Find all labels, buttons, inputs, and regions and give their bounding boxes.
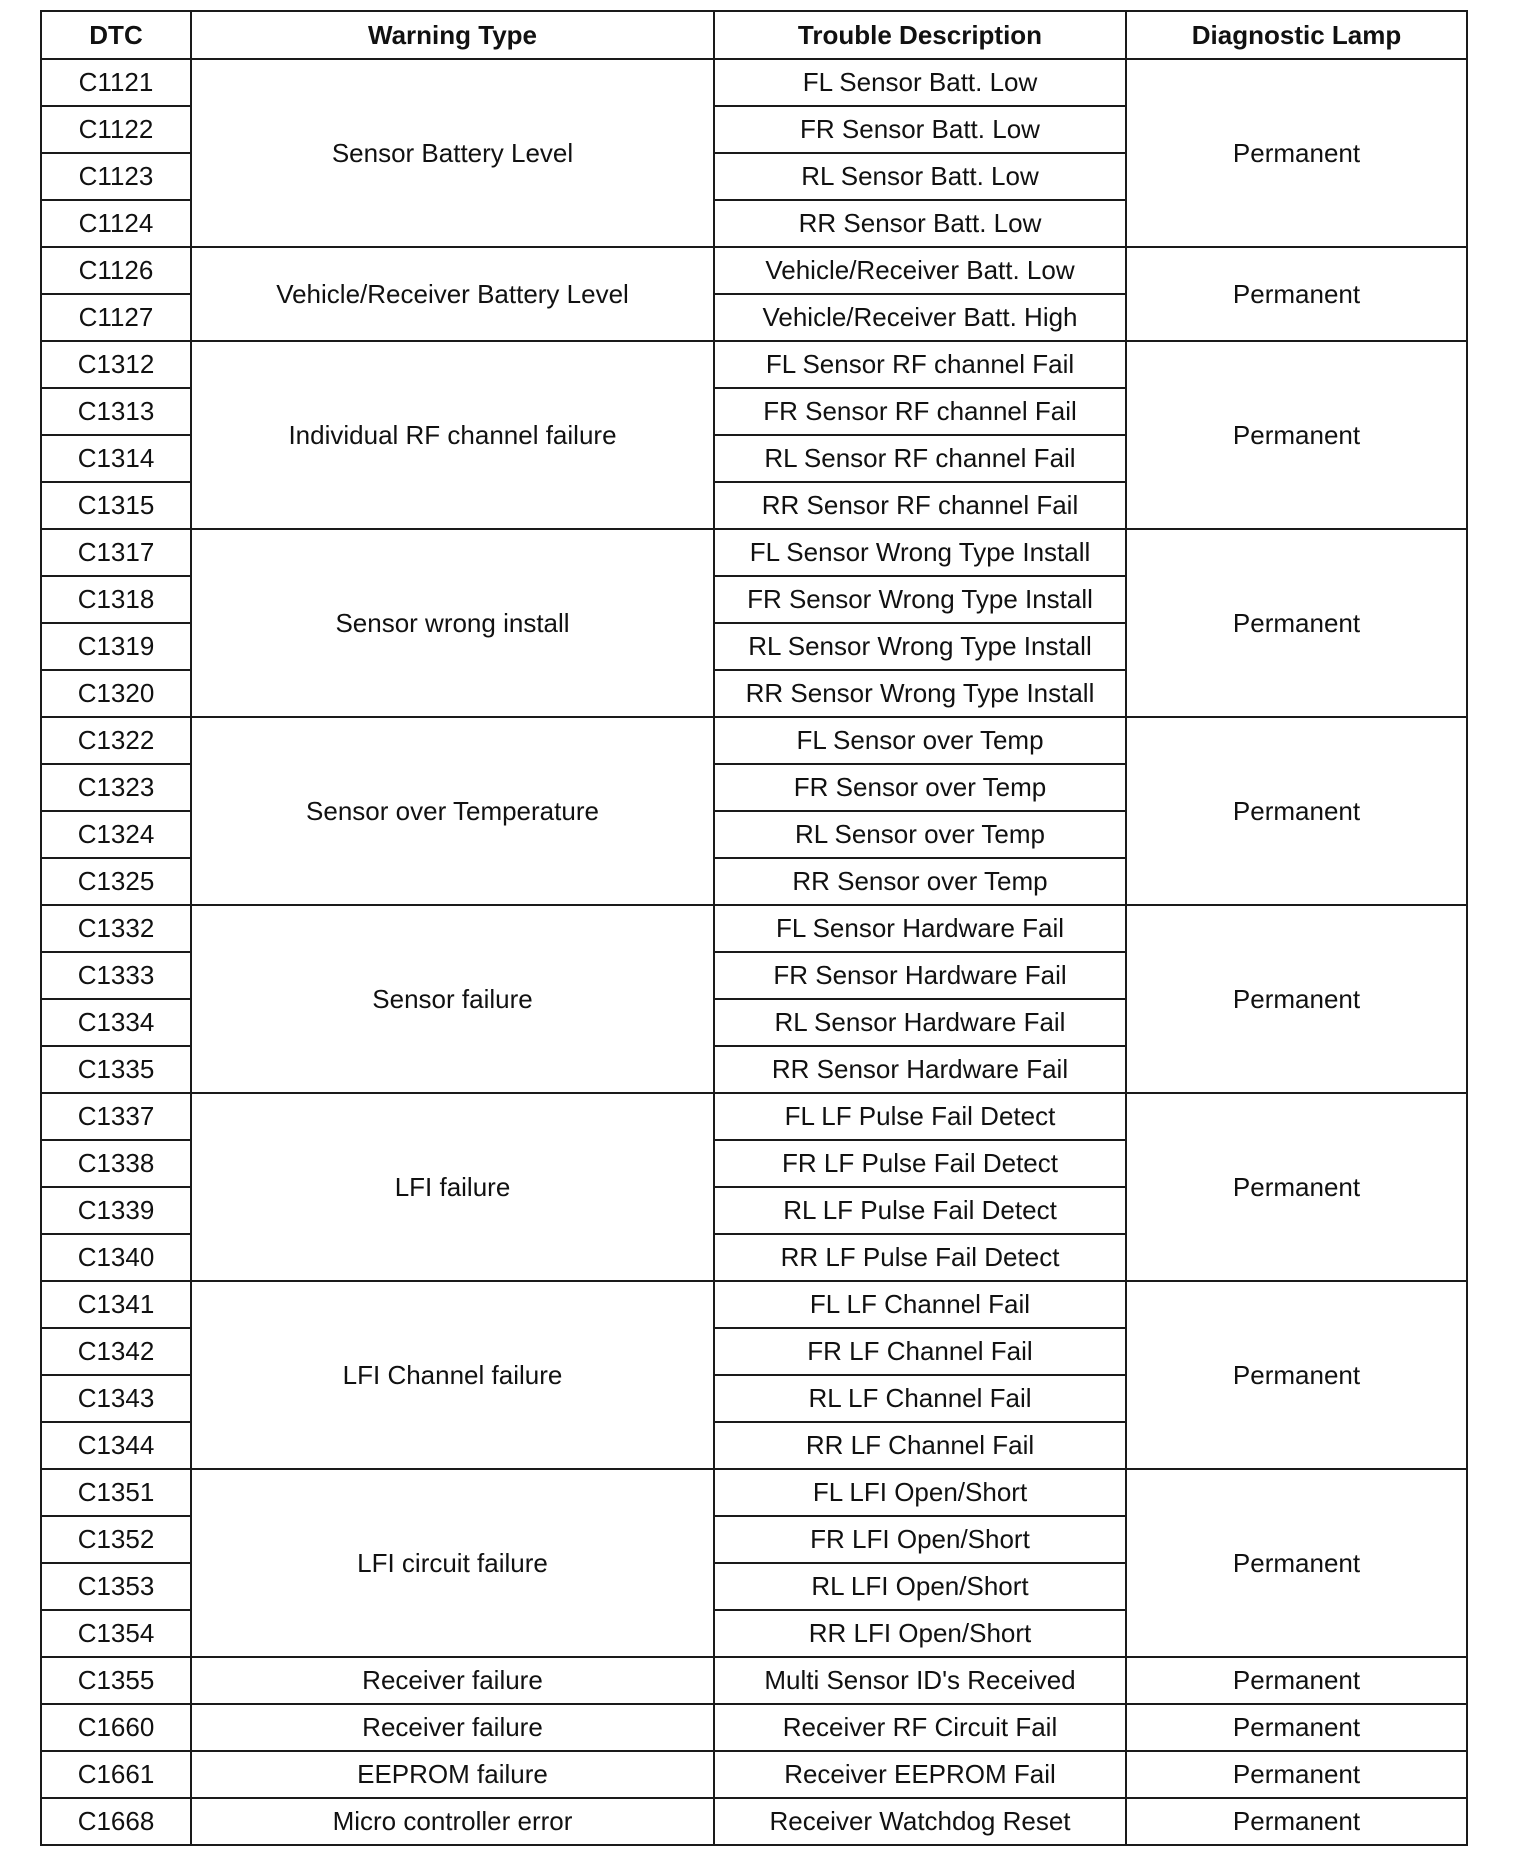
trouble-description-cell: FL LF Pulse Fail Detect bbox=[714, 1093, 1126, 1140]
diagnostic-lamp-cell: Permanent bbox=[1126, 529, 1467, 717]
trouble-description-cell: Vehicle/Receiver Batt. Low bbox=[714, 247, 1126, 294]
trouble-description-cell: RL Sensor RF channel Fail bbox=[714, 435, 1126, 482]
dtc-code: C1340 bbox=[41, 1234, 191, 1281]
dtc-code: C1354 bbox=[41, 1610, 191, 1657]
diagnostic-lamp-cell: Permanent bbox=[1126, 59, 1467, 247]
diagnostic-lamp-cell: Permanent bbox=[1126, 247, 1467, 341]
dtc-code: C1322 bbox=[41, 717, 191, 764]
dtc-table bbox=[40, 10, 1468, 1846]
dtc-code: C1661 bbox=[41, 1751, 191, 1798]
trouble-description-cell: FR LFI Open/Short bbox=[714, 1516, 1126, 1563]
trouble-description-cell: RR Sensor Wrong Type Install bbox=[714, 670, 1126, 717]
dtc-code: C1314 bbox=[41, 435, 191, 482]
dtc-code: C1123 bbox=[41, 153, 191, 200]
dtc-code: C1122 bbox=[41, 106, 191, 153]
diagnostic-lamp-cell: Permanent bbox=[1126, 1281, 1467, 1469]
dtc-code: C1342 bbox=[41, 1328, 191, 1375]
warning-type-cell: Receiver failure bbox=[191, 1657, 714, 1704]
dtc-code: C1353 bbox=[41, 1563, 191, 1610]
table-body bbox=[41, 59, 1467, 1845]
dtc-code: C1319 bbox=[41, 623, 191, 670]
trouble-description-cell: FL Sensor Batt. Low bbox=[714, 59, 1126, 106]
dtc-code: C1660 bbox=[41, 1704, 191, 1751]
trouble-description-cell: FR Sensor Wrong Type Install bbox=[714, 576, 1126, 623]
table-row bbox=[41, 1751, 1467, 1798]
dtc-code: C1335 bbox=[41, 1046, 191, 1093]
trouble-description-cell: Vehicle/Receiver Batt. High bbox=[714, 294, 1126, 341]
dtc-code: C1337 bbox=[41, 1093, 191, 1140]
trouble-description-cell: RR Sensor Hardware Fail bbox=[714, 1046, 1126, 1093]
trouble-description-cell: FR Sensor RF channel Fail bbox=[714, 388, 1126, 435]
table-row bbox=[41, 341, 1467, 388]
header-row bbox=[41, 11, 1467, 59]
trouble-description-cell: RL LF Pulse Fail Detect bbox=[714, 1187, 1126, 1234]
trouble-description-cell: FR Sensor Batt. Low bbox=[714, 106, 1126, 153]
warning-type-cell: Sensor Battery Level bbox=[191, 59, 714, 247]
dtc-code: C1351 bbox=[41, 1469, 191, 1516]
header-diagnostic-lamp: Diagnostic Lamp bbox=[1126, 11, 1467, 59]
dtc-code: C1339 bbox=[41, 1187, 191, 1234]
trouble-description-cell: FR LF Pulse Fail Detect bbox=[714, 1140, 1126, 1187]
diagnostic-lamp-cell: Permanent bbox=[1126, 905, 1467, 1093]
warning-type-cell: Vehicle/Receiver Battery Level bbox=[191, 247, 714, 341]
dtc-code: C1127 bbox=[41, 294, 191, 341]
trouble-description-cell: RR Sensor Batt. Low bbox=[714, 200, 1126, 247]
table-row bbox=[41, 1798, 1467, 1845]
dtc-code: C1315 bbox=[41, 482, 191, 529]
dtc-code: C1355 bbox=[41, 1657, 191, 1704]
table-header bbox=[41, 11, 1467, 59]
trouble-description-cell: RL Sensor Wrong Type Install bbox=[714, 623, 1126, 670]
warning-type-cell: Receiver failure bbox=[191, 1704, 714, 1751]
header-trouble-description: Trouble Description bbox=[714, 11, 1126, 59]
trouble-description-cell: FL Sensor over Temp bbox=[714, 717, 1126, 764]
dtc-code: C1317 bbox=[41, 529, 191, 576]
table-row bbox=[41, 1657, 1467, 1704]
diagnostic-lamp-cell: Permanent bbox=[1126, 1704, 1467, 1751]
diagnostic-lamp-cell: Permanent bbox=[1126, 1093, 1467, 1281]
dtc-code: C1318 bbox=[41, 576, 191, 623]
header-warning-type: Warning Type bbox=[191, 11, 714, 59]
trouble-description-cell: RR Sensor over Temp bbox=[714, 858, 1126, 905]
dtc-code: C1124 bbox=[41, 200, 191, 247]
trouble-description-cell: RL Sensor Batt. Low bbox=[714, 153, 1126, 200]
trouble-description-cell: Receiver EEPROM Fail bbox=[714, 1751, 1126, 1798]
trouble-description-cell: RR Sensor RF channel Fail bbox=[714, 482, 1126, 529]
dtc-code: C1323 bbox=[41, 764, 191, 811]
trouble-description-cell: RL LF Channel Fail bbox=[714, 1375, 1126, 1422]
warning-type-cell: LFI Channel failure bbox=[191, 1281, 714, 1469]
table-row bbox=[41, 905, 1467, 952]
trouble-description-cell: FL Sensor Hardware Fail bbox=[714, 905, 1126, 952]
table-row bbox=[41, 529, 1467, 576]
trouble-description-cell: RL Sensor Hardware Fail bbox=[714, 999, 1126, 1046]
dtc-code: C1332 bbox=[41, 905, 191, 952]
trouble-description-cell: RL Sensor over Temp bbox=[714, 811, 1126, 858]
table-row bbox=[41, 717, 1467, 764]
table-row bbox=[41, 1093, 1467, 1140]
trouble-description-cell: FR Sensor Hardware Fail bbox=[714, 952, 1126, 999]
table-row bbox=[41, 59, 1467, 106]
dtc-code: C1324 bbox=[41, 811, 191, 858]
dtc-document bbox=[40, 10, 1466, 1846]
dtc-code: C1344 bbox=[41, 1422, 191, 1469]
trouble-description-cell: FL Sensor Wrong Type Install bbox=[714, 529, 1126, 576]
trouble-description-cell: RR LF Channel Fail bbox=[714, 1422, 1126, 1469]
diagnostic-lamp-cell: Permanent bbox=[1126, 1469, 1467, 1657]
diagnostic-lamp-cell: Permanent bbox=[1126, 1798, 1467, 1845]
diagnostic-lamp-cell: Permanent bbox=[1126, 1751, 1467, 1798]
trouble-description-cell: Receiver RF Circuit Fail bbox=[714, 1704, 1126, 1751]
table-row bbox=[41, 1704, 1467, 1751]
dtc-code: C1320 bbox=[41, 670, 191, 717]
trouble-description-cell: FL LF Channel Fail bbox=[714, 1281, 1126, 1328]
warning-type-cell: Individual RF channel failure bbox=[191, 341, 714, 529]
dtc-code: C1333 bbox=[41, 952, 191, 999]
dtc-code: C1126 bbox=[41, 247, 191, 294]
warning-type-cell: Sensor wrong install bbox=[191, 529, 714, 717]
dtc-code: C1121 bbox=[41, 59, 191, 106]
dtc-code: C1338 bbox=[41, 1140, 191, 1187]
dtc-code: C1325 bbox=[41, 858, 191, 905]
table-row bbox=[41, 1281, 1467, 1328]
diagnostic-lamp-cell: Permanent bbox=[1126, 341, 1467, 529]
trouble-description-cell: FL Sensor RF channel Fail bbox=[714, 341, 1126, 388]
trouble-description-cell: FR LF Channel Fail bbox=[714, 1328, 1126, 1375]
dtc-code: C1343 bbox=[41, 1375, 191, 1422]
diagnostic-lamp-cell: Permanent bbox=[1126, 717, 1467, 905]
dtc-code: C1668 bbox=[41, 1798, 191, 1845]
trouble-description-cell: FL LFI Open/Short bbox=[714, 1469, 1126, 1516]
trouble-description-cell: FR Sensor over Temp bbox=[714, 764, 1126, 811]
diagnostic-lamp-cell: Permanent bbox=[1126, 1657, 1467, 1704]
trouble-description-cell: Receiver Watchdog Reset bbox=[714, 1798, 1126, 1845]
dtc-code: C1334 bbox=[41, 999, 191, 1046]
trouble-description-cell: Multi Sensor ID's Received bbox=[714, 1657, 1126, 1704]
table-row bbox=[41, 1469, 1467, 1516]
trouble-description-cell: RR LF Pulse Fail Detect bbox=[714, 1234, 1126, 1281]
warning-type-cell: LFI failure bbox=[191, 1093, 714, 1281]
header-dtc: DTC bbox=[41, 11, 191, 59]
warning-type-cell: LFI circuit failure bbox=[191, 1469, 714, 1657]
warning-type-cell: EEPROM failure bbox=[191, 1751, 714, 1798]
table-row bbox=[41, 247, 1467, 294]
trouble-description-cell: RL LFI Open/Short bbox=[714, 1563, 1126, 1610]
warning-type-cell: Sensor failure bbox=[191, 905, 714, 1093]
dtc-code: C1352 bbox=[41, 1516, 191, 1563]
warning-type-cell: Micro controller error bbox=[191, 1798, 714, 1845]
trouble-description-cell: RR LFI Open/Short bbox=[714, 1610, 1126, 1657]
dtc-code: C1313 bbox=[41, 388, 191, 435]
warning-type-cell: Sensor over Temperature bbox=[191, 717, 714, 905]
dtc-code: C1341 bbox=[41, 1281, 191, 1328]
dtc-code: C1312 bbox=[41, 341, 191, 388]
